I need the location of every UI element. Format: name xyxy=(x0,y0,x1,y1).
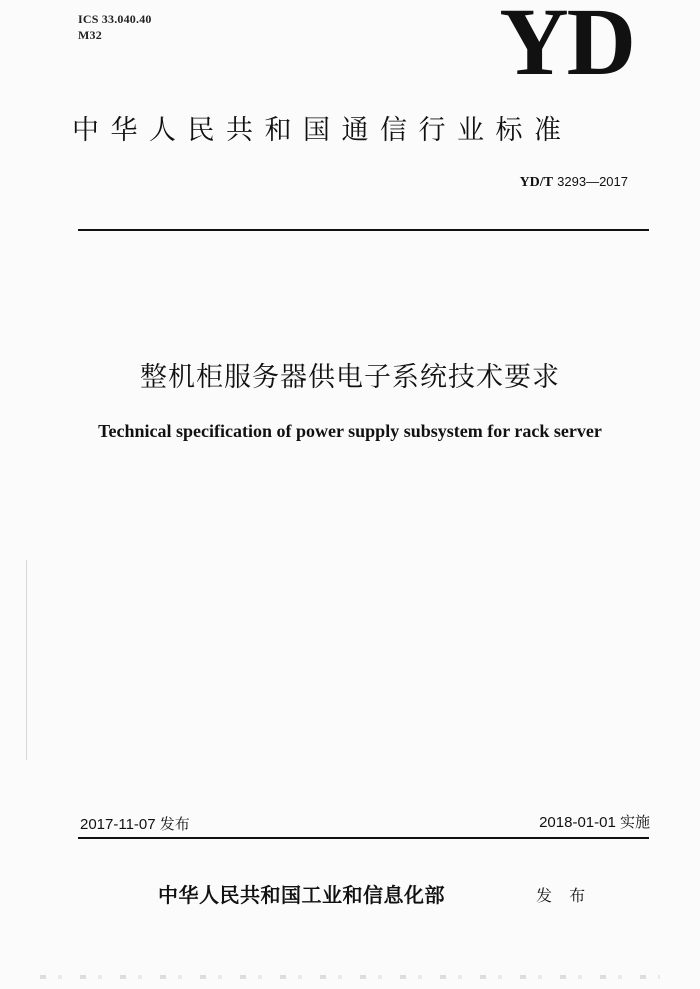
scan-artifact xyxy=(40,975,660,979)
scan-edge xyxy=(26,560,27,760)
organization-title: 中华人民共和国通信行业标准 xyxy=(72,115,573,146)
footer-divider xyxy=(78,837,649,839)
header-divider xyxy=(78,229,649,231)
issuing-action: 发 布 xyxy=(536,886,592,905)
implementation-label: 实施 xyxy=(619,814,650,831)
ics-code: ICS 33.040.40 xyxy=(78,12,152,26)
implementation-date-block xyxy=(539,813,650,833)
standard-number-value: 3293—2017 xyxy=(557,174,628,189)
issue-label: 发布 xyxy=(159,816,190,833)
standard-code: YD/T xyxy=(519,175,554,190)
yd-logo: YD xyxy=(499,0,634,95)
document-title-chinese: 整机柜服务器供电子系统技术要求 xyxy=(140,362,560,393)
issue-date: 2017-11-07 xyxy=(80,816,156,833)
implementation-date: 2018-01-01 xyxy=(539,814,616,831)
classification-block xyxy=(78,11,152,43)
issue-date-block xyxy=(80,815,190,835)
standard-number xyxy=(520,173,628,192)
document-title-english: Technical specification of power supply subsystem for rack server xyxy=(98,421,602,441)
category-code: M32 xyxy=(78,28,102,42)
issuing-authority: 中华人民共和国工业和信息化部 xyxy=(158,883,445,907)
